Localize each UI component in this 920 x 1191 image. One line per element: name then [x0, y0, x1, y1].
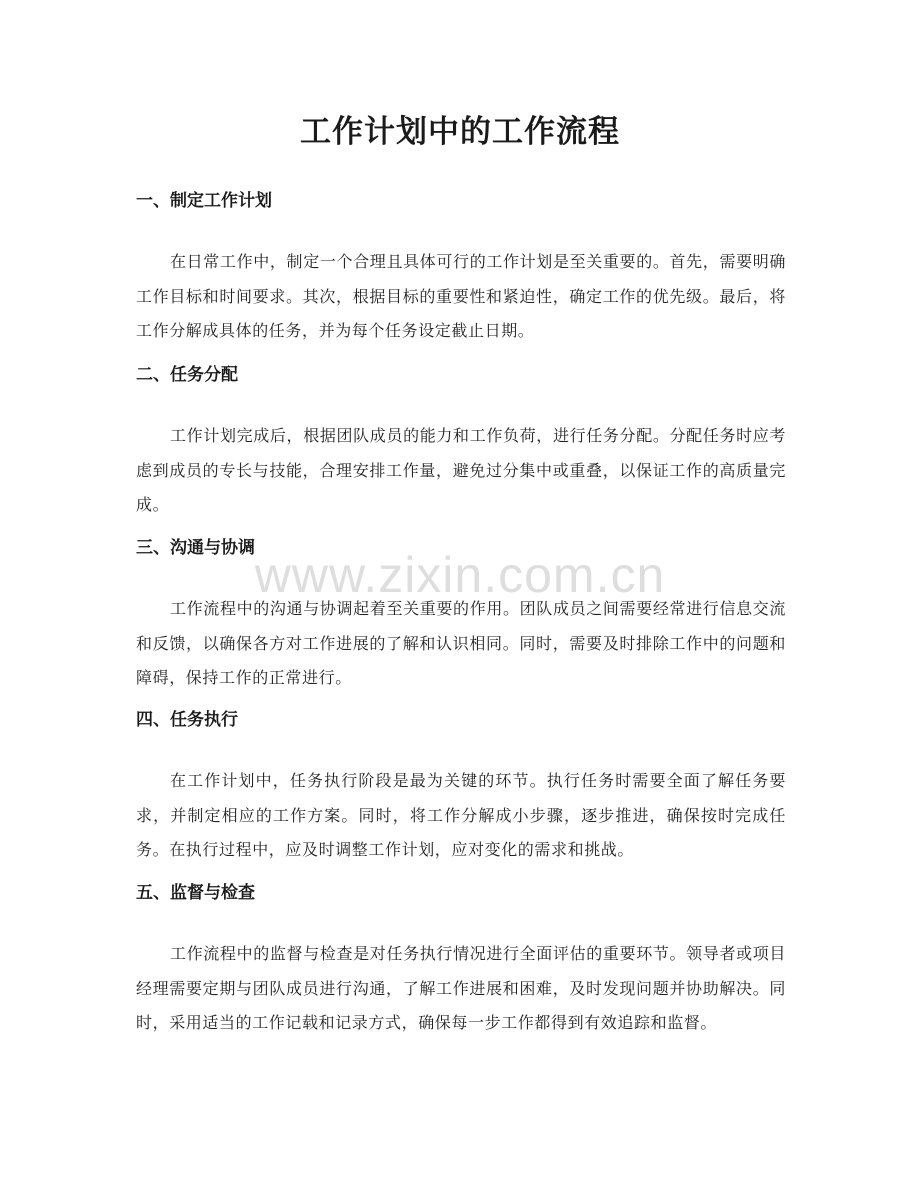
watermark: www.zixin.com.cn	[254, 547, 666, 603]
section-paragraph: 工作计划完成后，根据团队成员的能力和工作负荷，进行任务分配。分配任务时应考虑到成员的专长与技能，合理安排工作量，避免过分集中或重叠，以保证工作的高质量完成。	[136, 426, 786, 514]
section-heading: 一、制定工作计划	[136, 191, 272, 211]
page-title: 工作计划中的工作流程	[300, 114, 620, 150]
section-paragraph: 工作流程中的监督与检查是对任务执行情况进行全面评估的重要环节。领导者或项目经理需要定期与团队成员进行沟通，了解工作进展和困难，及时发现问题并协助解决。同时，采用适当的工作记载和记录方式，确保每一步工作都得到有效追踪和监督。	[136, 944, 786, 1032]
section-paragraph: 在工作计划中，任务执行阶段是最为关键的环节。执行任务时需要全面了解任务要求，并制定相应的工作方案。同时，将工作分解成小步骤，逐步推进，确保按时完成任务。在执行过程中，应及时调整工作计划，应对变化的需求和挑战。	[136, 771, 786, 859]
section-heading: 三、沟通与协调	[136, 538, 255, 558]
section-paragraph: 在日常工作中，制定一个合理且具体可行的工作计划是至关重要的。首先，需要明确工作目标和时间要求。其次，根据目标的重要性和紧迫性，确定工作的优先级。最后，将工作分解成具体的任务，并为每个任务设定截止日期。	[136, 252, 786, 340]
section-2	[136, 361, 786, 523]
section-1	[136, 187, 786, 349]
section-heading: 五、监督与检查	[136, 883, 255, 903]
section-paragraph: 工作流程中的沟通与协调起着至关重要的作用。团队成员之间需要经常进行信息交流和反馈，以确保各方对工作进展的了解和认识相同。同时，需要及时排除工作中的问题和障碍，保持工作的正常进行。	[136, 599, 786, 687]
section-5	[136, 879, 786, 1041]
section-heading: 四、任务执行	[136, 710, 238, 730]
section-3	[136, 534, 786, 696]
section-4	[136, 706, 786, 868]
section-heading: 二、任务分配	[136, 365, 238, 385]
